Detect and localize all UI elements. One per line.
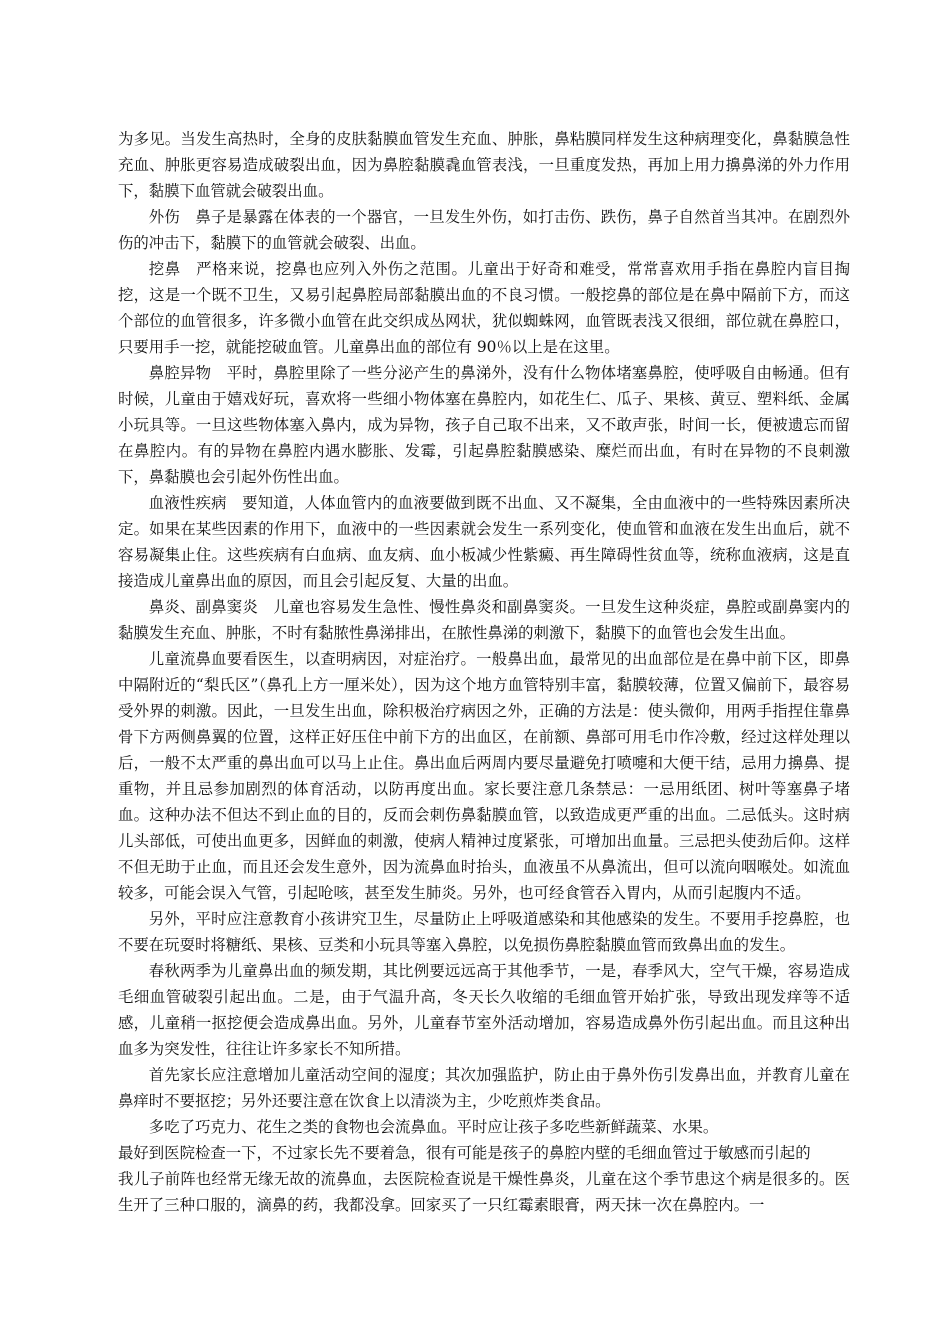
paragraph (118, 594, 850, 646)
paragraph-topic: 外伤 (148, 208, 180, 226)
paragraph-text: 鼻子是暴露在体表的一个器官，一旦发生外伤，如打击伤、跌伤，鼻子自然首当其冲。在剧烈外伤的冲击下，黏膜下的血管就会破裂、出血。 (118, 208, 850, 252)
paragraph (118, 1140, 850, 1166)
paragraph-text: 儿童流鼻血要看医生，以查明病因，对症治疗。一般鼻出血，最常见的出血部位是在鼻中前下区，即鼻中隔附近的“梨氏区”（鼻孔上方一厘米处），因为这个地方血管特别丰富，黏膜较薄，位置又偏前下，最容易受外界的刺激。因此，一旦发生出血，除积极治疗病因之外，正确的方法是：使头微仰，用两手指捏住靠鼻骨下方两侧鼻翼的位置，这样正好压住中前下方的出血区，在前额、鼻部可用毛巾作冷敷，经过这样处理以后，一般不太严重的鼻出血可以马上止住。鼻出血后两周内要尽量避免打喷嚏和大便干结，忌用力擤鼻、提重物，并且忌参加剧烈的体育活动，以防再度出血。家长要注意几条禁忌：一忌用纸团、树叶等塞鼻子堵血。这种办法不但达不到止血的目的，反而会刺伤鼻黏膜血管，以致造成更严重的出血。二忌低头。这时病儿头部低，可使出血更多，因鲜血的刺激，使病人精神过度紧张，可增加出血量。三忌把头使劲后仰。这样不但无助于止血，而且还会发生意外，因为流鼻血时抬头，血液虽不从鼻流出，但可以流向咽喉处。如流血较多，可能会误入气管，引起呛咳，甚至发生肺炎。另外，也可经食管吞入胃内，从而引起腹内不适。 (118, 650, 850, 902)
paragraph (118, 1114, 850, 1140)
paragraph-text: 春秋两季为儿童鼻出血的频发期，其比例要远远高于其他季节，一是，春季风大，空气干燥，容易造成毛细血管破裂引起出血。二是，由于气温升高，冬天长久收缩的毛细血管开始扩张，导致出现发痒等不适感，儿童稍一抠挖便会造成鼻出血。另外，儿童春节室外活动增加，容易造成鼻外伤引起出血。而且这种出血多为突发性，往往让许多家长不知所措。 (118, 962, 850, 1058)
paragraph-text: 我儿子前阵也经常无缘无故的流鼻血，去医院检查说是干燥性鼻炎，儿童在这个季节患这个病是很多的。医生开了三种口服的，滴鼻的药，我都没拿。回家买了一只红霉素眼膏，两天抹一次在鼻腔内。一 (118, 1170, 850, 1214)
paragraph (118, 906, 850, 958)
paragraph-text: 严格来说，挖鼻也应列入外伤之范围。儿童出于好奇和难受，常常喜欢用手指在鼻腔内盲目掏挖，这是一个既不卫生，又易引起鼻腔局部黏膜出血的不良习惯。一般挖鼻的部位是在鼻中隔前下方，而这个部位的血管很多，许多微小血管在此交织成丛网状，犹似蜘蛛网，血管既表浅又很细，部位就在鼻腔口，只要用手一挖，就能挖破血管。儿童鼻出血的部位有 90％以上是在这里。 (118, 260, 850, 356)
paragraph-text: 首先家长应注意增加儿童活动空间的湿度；其次加强监护，防止由于鼻外伤引发鼻出血，并教育儿童在鼻痒时不要抠挖；另外还要注意在饮食上以清淡为主，少吃煎炸类食品。 (118, 1066, 850, 1110)
paragraph-text: 另外，平时应注意教育小孩讲究卫生，尽量防止上呼吸道感染和其他感染的发生。不要用手挖鼻腔，也不要在玩耍时将糖纸、果核、豆类和小玩具等塞入鼻腔，以免损伤鼻腔黏膜血管而致鼻出血的发生。 (118, 910, 850, 954)
paragraph-topic: 血液性疾病 (148, 494, 227, 512)
paragraph-text: 要知道，人体血管内的血液要做到既不出血、又不凝集，全由血液中的一些特殊因素所决定。如果在某些因素的作用下，血液中的一些因素就会发生一系列变化，使血管和血液在发生出血后，就不容易凝集止住。这些疾病有白血病、血友病、血小板减少性紫癜、再生障碍性贫血等，统称血液病，这是直接造成儿童鼻出血的原因，而且会引起反复、大量的出血。 (118, 494, 850, 590)
document-page (118, 126, 850, 1218)
paragraph (118, 256, 850, 360)
paragraph-text: 多吃了巧克力、花生之类的食物也会流鼻血。平时应让孩子多吃些新鲜蔬菜、水果。 (148, 1118, 719, 1136)
paragraph-text: 最好到医院检查一下，不过家长先不要着急，很有可能是孩子的鼻腔内壁的毛细血管过于敏感而引起的 (118, 1144, 811, 1162)
paragraph-topic: 挖鼻 (148, 260, 181, 278)
paragraph (118, 1062, 850, 1114)
paragraph (118, 126, 850, 204)
paragraph-text: 平时，鼻腔里除了一些分泌产生的鼻涕外，没有什么物体堵塞鼻腔，使呼吸自由畅通。但有时候，儿童由于嬉戏好玩，喜欢将一些细小物体塞在鼻腔内，如花生仁、瓜子、果核、黄豆、塑料纸、金属小玩具等。一旦这些物体塞入鼻内，成为异物，孩子自己取不出来，又不敢声张，时间一长，便被遗忘而留在鼻腔内。有的异物在鼻腔内遇水膨胀、发霉，引起鼻腔黏膜感染、糜烂而出血，有时在异物的不良刺激下，鼻黏膜也会引起外伤性出血。 (118, 364, 850, 486)
paragraph-text: 为多见。当发生高热时，全身的皮肤黏膜血管发生充血、肿胀，鼻粘膜同样发生这种病理变化，鼻黏膜急性充血、肿胀更容易造成破裂出血，因为鼻腔黏膜毳血管表浅，一旦重度发热，再加上用力擤鼻涕的外力作用下，黏膜下血管就会破裂出血。 (118, 130, 850, 200)
paragraph (118, 204, 850, 256)
paragraph (118, 490, 850, 594)
paragraph (118, 958, 850, 1062)
paragraph (118, 360, 850, 490)
paragraph-topic: 鼻腔异物 (148, 364, 212, 382)
paragraph-text: 儿童也容易发生急性、慢性鼻炎和副鼻窦炎。一旦发生这种炎症，鼻腔或副鼻窦内的黏膜发生充血、肿胀，不时有黏脓性鼻涕排出，在脓性鼻涕的刺激下，黏膜下的血管也会发生出血。 (118, 598, 850, 642)
paragraph (118, 1166, 850, 1218)
paragraph-topic: 鼻炎、副鼻窦炎 (148, 598, 258, 616)
paragraph (118, 646, 850, 906)
